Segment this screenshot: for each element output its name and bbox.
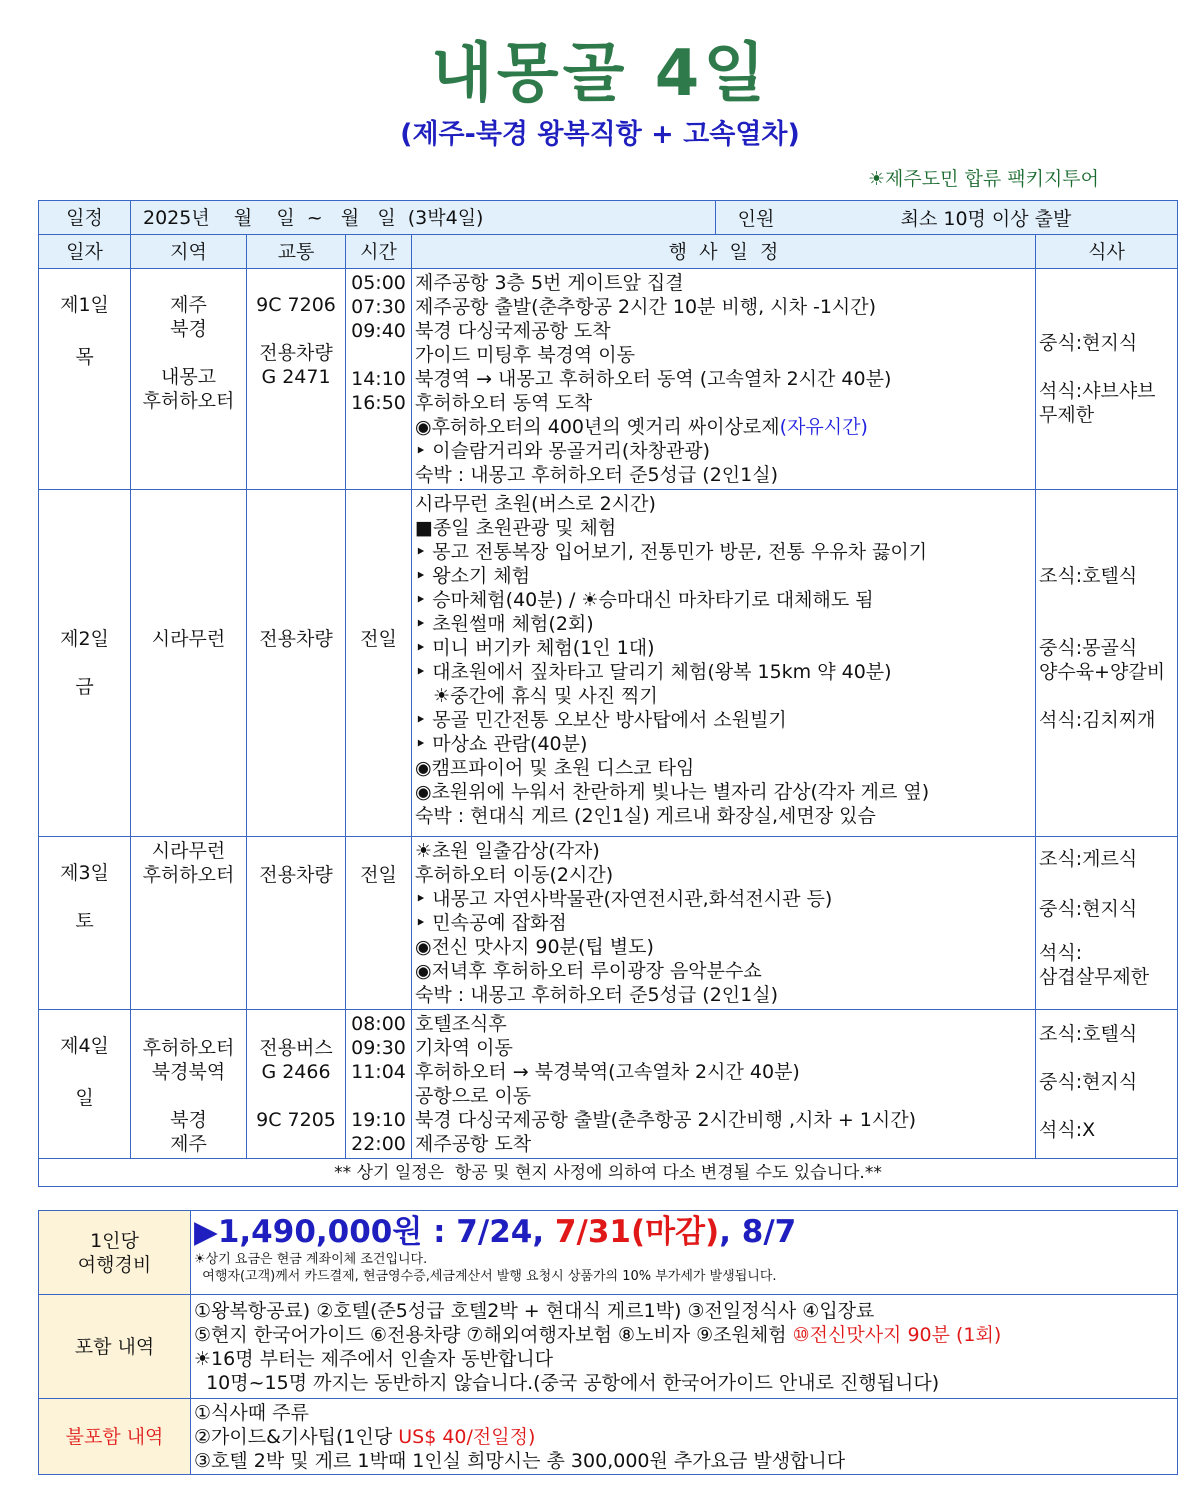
event-line: 공항으로 이동 — [415, 1085, 532, 1107]
meal-line: 조식:호텔식 — [1039, 565, 1138, 587]
day-3-row — [39, 837, 1178, 1010]
weekday-label: 금 — [75, 676, 94, 698]
event-line: ☀초원 일출감상(각자) — [415, 840, 600, 862]
day-label: 제2일 — [60, 628, 109, 650]
event-line: 북경 다싱국제공항 출발(춘추항공 2시간비행 ,시차 + 1시간) — [415, 1109, 916, 1131]
event-line: 후허하오터 → 북경북역(고속열차 2시간 40분) — [415, 1061, 800, 1083]
price-row — [39, 1211, 1178, 1295]
price-tail: , 8/7 — [719, 1214, 797, 1250]
event-line: 호텔조식후 — [415, 1013, 507, 1035]
price-label-line: 1인당 — [90, 1229, 139, 1252]
region-line: 시라무런 — [151, 840, 226, 862]
day-2-row — [39, 490, 1178, 837]
event-line: 시라무런 초원(버스로 2시간) — [415, 493, 656, 515]
meal-line: 석식:샤브샤브 — [1039, 380, 1156, 402]
event-line: ◉캠프파이어 및 초원 디스코 타임 — [415, 757, 695, 779]
pricing-table — [38, 1210, 1178, 1475]
transport-line: 전용버스 — [259, 1037, 333, 1059]
people-label: 인원 — [715, 201, 797, 234]
price-label-line: 여행경비 — [77, 1253, 152, 1276]
event-line: 후허하오터 동역 도착 — [415, 392, 593, 414]
excluded-row — [39, 1399, 1178, 1475]
price-closed-date: 7/31(마감) — [554, 1214, 720, 1250]
schedule-footnote: ** 상기 일정은 항공 및 현지 사정에 의하여 다소 변경될 수도 있습니다.** — [39, 1159, 1178, 1187]
region-cell: 시라무런 — [131, 490, 247, 837]
page-title: 내몽골 4일 — [430, 37, 770, 111]
col-transport: 교통 — [247, 235, 346, 269]
col-meals: 식사 — [1036, 235, 1178, 269]
included-line: ☀16명 부터는 제주에서 인솔자 동반합니다 — [194, 1347, 554, 1370]
included-line: ⑤현지 한국어가이드 ⑥전용차량 ⑦해외여행자보험 ⑧노비자 ⑨조원체험 — [194, 1323, 793, 1346]
event-line: 북경 다싱국제공항 도착 — [415, 320, 611, 342]
schedule-value: 2025년 월 일 ~ 월 일 (3박4일) — [131, 201, 1036, 235]
time-cell: 전일 — [346, 490, 412, 837]
meal-line: 중식:현지식 — [1039, 1071, 1138, 1093]
included-highlight: ⑩전신맛사지 90분 (1회) — [792, 1323, 1002, 1346]
time-line: 14:10 — [351, 368, 406, 390]
event-line: 숙박 : 내몽고 후허하오터 준5성급 (2인1실) — [415, 464, 779, 486]
meal-line: 조식:호텔식 — [1039, 1023, 1138, 1045]
meal-line: 중식:현지식 — [1039, 332, 1138, 354]
transport-cell: 전용차량 — [247, 837, 346, 1010]
meal-line: 조식:게르식 — [1039, 848, 1138, 870]
included-line: 10명~15명 까지는 동반하지 않습니다.(중국 공항에서 한국어가이드 안내로 진행됩니다) — [194, 1371, 940, 1394]
region-line: 후허하오터 — [142, 1037, 235, 1059]
event-line: ‣ 왕소기 체험 — [415, 565, 531, 587]
event-line: ☀중간에 휴식 및 사진 찍기 — [415, 685, 658, 707]
time-line: 08:00 — [351, 1013, 406, 1035]
event-line: 가이드 미팅후 북경역 이동 — [415, 344, 636, 366]
meal-line: 석식:김치찌개 — [1039, 709, 1156, 731]
transport-line: G 2471 — [261, 366, 331, 388]
excluded-line: ①식사때 주류 — [194, 1401, 309, 1424]
meal-line: 중식:몽골식 — [1039, 637, 1138, 659]
time-line: 09:30 — [351, 1037, 406, 1059]
included-label: 포함 내역 — [39, 1295, 191, 1399]
price-main: ▶1,490,000원 : 7/24, — [194, 1214, 555, 1250]
time-line: 16:50 — [351, 392, 406, 414]
col-itinerary: 행 사 일 정 — [412, 235, 1036, 269]
event-line: 제주공항 출발(춘추항공 2시간 10분 비행, 시차 -1시간) — [415, 296, 877, 318]
region-line: 북경북역 — [151, 1061, 226, 1083]
meal-line: 양수육+양갈비 — [1039, 661, 1166, 683]
region-line: 북경 — [170, 318, 207, 340]
meal-line: 중식:현지식 — [1039, 898, 1138, 920]
time-line: 09:40 — [351, 320, 406, 342]
time-line: 07:30 — [351, 296, 406, 318]
event-line: 숙박 : 현대식 게르 (2인1실) 게르내 화장실,세면장 있슴 — [415, 805, 876, 827]
event-line: 후허하오터 이동(2시간) — [415, 864, 614, 886]
event-line: 북경역 → 내몽고 후허하오터 동역 (고속열차 2시간 40분) — [415, 368, 892, 390]
tour-tagline: ☀제주도민 합류 팩키지투어 — [868, 168, 1100, 190]
event-line: ‣ 미니 버기카 체험(1인 1대) — [415, 637, 655, 659]
event-line: ‣ 내몽고 자연사박물관(자연전시관,화석전시관 등) — [415, 888, 833, 910]
time-line: 11:04 — [351, 1061, 406, 1083]
event-line: 제주공항 도착 — [415, 1133, 532, 1155]
event-line: ■종일 초원관광 및 체험 — [415, 517, 617, 539]
transport-cell: 전용차량 — [247, 490, 346, 837]
event-line: 숙박 : 내몽고 후허하오터 준5성급 (2인1실) — [415, 984, 779, 1006]
day-4-row — [39, 1010, 1178, 1159]
meal-line: 석식:X — [1039, 1119, 1096, 1141]
excluded-line: ②가이드&기사팁(1인당 — [194, 1425, 399, 1448]
region-line: 제주 — [170, 1133, 207, 1155]
included-row — [39, 1295, 1178, 1399]
event-line: 기차역 이동 — [415, 1037, 513, 1059]
event-line: ‣ 초원썰매 체험(2회) — [415, 613, 594, 635]
weekday-label: 토 — [75, 910, 94, 932]
event-line: ‣ 이슬람거리와 몽골거리(차창관광) — [415, 440, 711, 462]
time-cell: 전일 — [346, 837, 412, 1010]
price-note: 여행자(고객)께서 카드결제, 현금영수증,세금계산서 발행 요청시 상품가의 10% 부가세가 발생됩니다. — [194, 1269, 777, 1284]
day-label: 제3일 — [60, 862, 109, 884]
event-line: ◉저녁후 후허하오터 루이광장 음악분수쇼 — [415, 960, 762, 982]
meal-line: 무제한 — [1039, 404, 1095, 426]
transport-line: G 2466 — [261, 1061, 331, 1083]
col-time: 시간 — [346, 235, 412, 269]
people-value: 최소 10명 이상 출발 — [796, 201, 1176, 234]
meal-line: 석식: — [1039, 942, 1083, 964]
price-note: ☀상기 요금은 현금 계좌이체 조건입니다. — [194, 1252, 428, 1267]
transport-line: 전용차량 — [259, 342, 333, 364]
page-subtitle: (제주-북경 왕복직항 + 고속열차) — [400, 119, 800, 150]
event-line: ‣ 승마체험(40분) / ☀승마대신 마차타기로 대체해도 됨 — [415, 589, 874, 611]
weekday-label: 목 — [75, 346, 94, 368]
excluded-highlight: US$ 40/전일정) — [398, 1425, 536, 1448]
included-line: ①왕복항공료) ②호텔(준5성급 호텔2박 + 현대식 게르1박) ③전일정식사 ④입장료 — [194, 1299, 875, 1322]
day-label: 제4일 — [60, 1035, 109, 1057]
excluded-label: 불포함 내역 — [39, 1399, 191, 1475]
event-line: ◉초원위에 누워서 찬란하게 빛나는 별자리 감상(각자 게르 옆) — [415, 781, 930, 803]
time-line: 05:00 — [351, 272, 406, 294]
free-time-badge: (자유시간) — [779, 416, 868, 438]
schedule-label: 일정 — [39, 201, 131, 235]
event-line: ‣ 마상쇼 관람(40분) — [415, 733, 588, 755]
excluded-line: ③호텔 2박 및 게르 1박때 1인실 희망시는 총 300,000원 추가요금 발생합니다 — [194, 1449, 846, 1472]
transport-line: 9C 7206 — [256, 294, 336, 316]
event-line: ‣ 민속공예 잡화점 — [415, 912, 567, 934]
itinerary-body — [38, 234, 1178, 1187]
event-line: ‣ 대초원에서 짚차타고 달리기 체험(왕복 15km 약 40분) — [415, 661, 892, 683]
region-line: 북경 — [170, 1109, 207, 1131]
day-label: 제1일 — [60, 294, 109, 316]
day-1-row — [39, 269, 1178, 490]
meal-line: 삼겹살무제한 — [1039, 966, 1150, 988]
weekday-label: 일 — [75, 1087, 94, 1109]
region-line: 제주 — [170, 294, 207, 316]
transport-line: 9C 7205 — [256, 1109, 336, 1131]
time-line: 19:10 — [351, 1109, 406, 1131]
col-day: 일자 — [39, 235, 131, 269]
event-line: ‣ 몽고 전통복장 입어보기, 전통민가 방문, 전통 우유차 끓이기 — [415, 541, 928, 563]
col-region: 지역 — [131, 235, 247, 269]
region-line: 내몽고 — [160, 366, 217, 388]
region-line: 후허하오터 — [142, 864, 235, 886]
event-line: ‣ 몽골 민간전통 오보산 방사탑에서 소원빌기 — [415, 709, 787, 731]
event-line: ◉후허하오터의 400년의 옛거리 싸이상로제 — [415, 416, 780, 438]
event-line: ◉전신 맛사지 90분(팁 별도) — [415, 936, 654, 958]
region-line: 후허하오터 — [142, 390, 235, 412]
time-line: 22:00 — [351, 1133, 406, 1155]
event-line: 제주공항 3층 5번 게이트앞 집결 — [415, 272, 684, 294]
